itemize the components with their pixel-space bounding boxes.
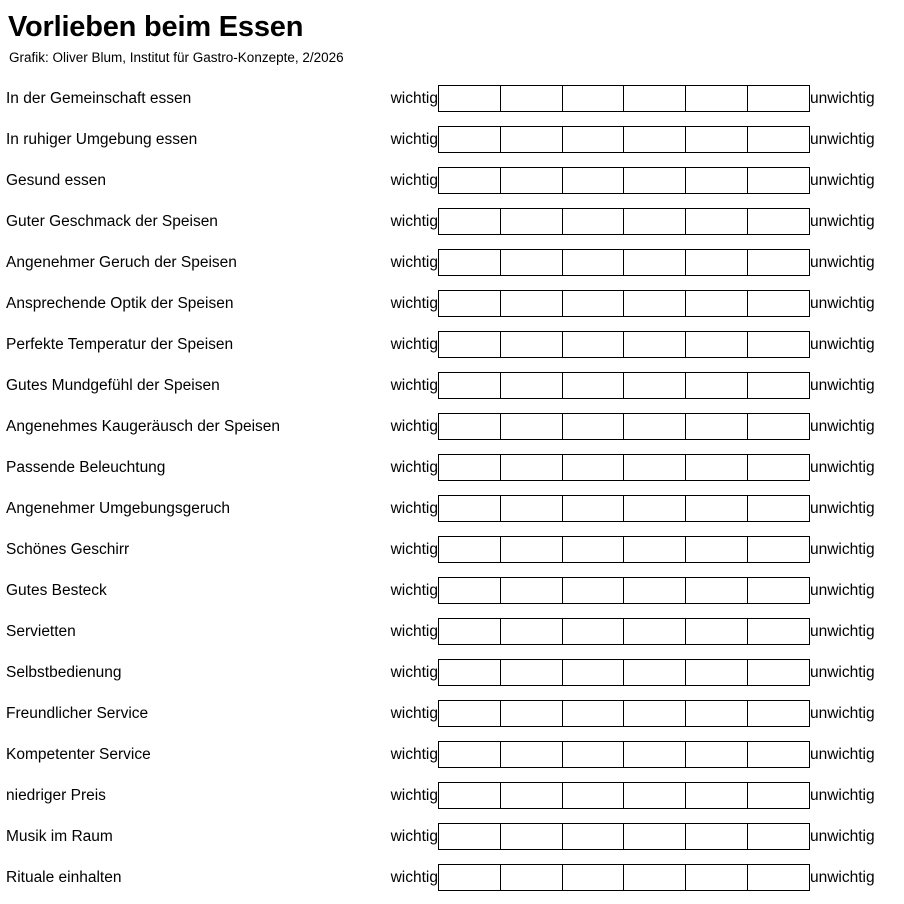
- rating-checkbox[interactable]: [748, 250, 809, 275]
- rating-checkbox[interactable]: [439, 742, 501, 767]
- table-row: [6, 78, 900, 119]
- rating-checkbox[interactable]: [563, 291, 625, 316]
- item-label: Rituale einhalten: [6, 868, 122, 886]
- rating-checkbox[interactable]: [686, 496, 748, 521]
- scale-anchor-left: wichtig: [390, 89, 438, 107]
- rating-checkbox[interactable]: [563, 783, 625, 808]
- table-row: [6, 652, 900, 693]
- rating-checkbox[interactable]: [686, 373, 748, 398]
- rating-checkbox[interactable]: [748, 537, 809, 562]
- rating-checkbox[interactable]: [748, 865, 809, 890]
- item-label: Schönes Geschirr: [6, 540, 130, 558]
- scale-anchor-left: wichtig: [390, 827, 438, 845]
- scale-anchor-left: wichtig: [390, 540, 438, 558]
- item-label: Guter Geschmack der Speisen: [6, 212, 218, 230]
- rating-scale: [438, 85, 810, 112]
- rating-checkbox[interactable]: [563, 824, 625, 849]
- item-label: Kompetenter Service: [6, 745, 151, 763]
- rating-checkbox[interactable]: [563, 209, 625, 234]
- rating-checkbox[interactable]: [624, 742, 686, 767]
- table-row: [6, 693, 900, 734]
- rating-scale: [438, 331, 810, 358]
- rating-checkbox[interactable]: [686, 209, 748, 234]
- rating-checkbox[interactable]: [439, 332, 501, 357]
- scale-anchor-right: unwichtig: [810, 335, 875, 353]
- item-label: In ruhiger Umgebung essen: [6, 130, 198, 148]
- scale-anchor-left: wichtig: [390, 458, 438, 476]
- rating-checkbox[interactable]: [563, 742, 625, 767]
- table-row: [6, 447, 900, 488]
- rating-checkbox[interactable]: [563, 537, 625, 562]
- rating-checkbox[interactable]: [439, 578, 501, 603]
- rating-scale: [438, 782, 810, 809]
- rating-checkbox[interactable]: [501, 660, 563, 685]
- scale-anchor-right: unwichtig: [810, 499, 875, 517]
- rating-checkbox[interactable]: [748, 783, 809, 808]
- scale-cell: [438, 283, 810, 324]
- rating-checkbox[interactable]: [624, 824, 686, 849]
- rating-checkbox[interactable]: [563, 86, 625, 111]
- table-row: [6, 283, 900, 324]
- item-label: Gutes Besteck: [6, 581, 107, 599]
- rating-scale: [438, 126, 810, 153]
- rating-checkbox[interactable]: [439, 209, 501, 234]
- table-row: [6, 242, 900, 283]
- scale-anchor-right: unwichtig: [810, 458, 875, 476]
- scale-cell: [438, 365, 810, 406]
- item-label: Selbstbedienung: [6, 663, 122, 681]
- rating-scale: [438, 700, 810, 727]
- rating-checkbox[interactable]: [501, 373, 563, 398]
- table-row: [6, 734, 900, 775]
- scale-anchor-right: unwichtig: [810, 745, 875, 763]
- rating-checkbox[interactable]: [748, 455, 809, 480]
- rating-checkbox[interactable]: [439, 250, 501, 275]
- scale-cell: [438, 857, 810, 898]
- rating-checkbox[interactable]: [563, 455, 625, 480]
- item-label: Gesund essen: [6, 171, 106, 189]
- rating-checkbox[interactable]: [748, 701, 809, 726]
- table-row: [6, 529, 900, 570]
- rating-checkbox[interactable]: [748, 742, 809, 767]
- scale-anchor-left: wichtig: [390, 376, 438, 394]
- scale-cell: [438, 78, 810, 119]
- rating-checkbox[interactable]: [439, 619, 501, 644]
- rating-checkbox[interactable]: [501, 619, 563, 644]
- table-row: [6, 160, 900, 201]
- scale-anchor-right: unwichtig: [810, 581, 875, 599]
- scale-anchor-right: unwichtig: [810, 704, 875, 722]
- scale-anchor-right: unwichtig: [810, 253, 875, 271]
- rating-scale: [438, 741, 810, 768]
- rating-checkbox[interactable]: [439, 496, 501, 521]
- scale-cell: [438, 242, 810, 283]
- rating-checkbox[interactable]: [748, 373, 809, 398]
- item-label: Angenehmer Umgebungsgeruch: [6, 499, 231, 517]
- rating-checkbox[interactable]: [686, 168, 748, 193]
- rating-checkbox[interactable]: [439, 660, 501, 685]
- scale-anchor-left: wichtig: [390, 130, 438, 148]
- scale-cell: [438, 570, 810, 611]
- page-title: Vorlieben beim Essen: [8, 11, 304, 43]
- rating-checkbox[interactable]: [501, 250, 563, 275]
- rating-checkbox[interactable]: [686, 332, 748, 357]
- rating-scale: [438, 659, 810, 686]
- rating-scale: [438, 454, 810, 481]
- rating-checkbox[interactable]: [624, 168, 686, 193]
- rating-checkbox[interactable]: [686, 742, 748, 767]
- scale-cell: [438, 160, 810, 201]
- rating-checkbox[interactable]: [563, 373, 625, 398]
- rating-checkbox[interactable]: [686, 537, 748, 562]
- rating-checkbox[interactable]: [624, 537, 686, 562]
- rating-checkbox[interactable]: [439, 168, 501, 193]
- rating-scale: [438, 618, 810, 645]
- rating-checkbox[interactable]: [624, 86, 686, 111]
- rating-checkbox[interactable]: [563, 250, 625, 275]
- rating-checkbox[interactable]: [563, 660, 625, 685]
- scale-cell: [438, 488, 810, 529]
- scale-cell: [438, 693, 810, 734]
- item-label: Musik im Raum: [6, 827, 113, 845]
- rating-checkbox[interactable]: [439, 455, 501, 480]
- rating-scale: [438, 372, 810, 399]
- table-row: [6, 570, 900, 611]
- rating-checkbox[interactable]: [624, 250, 686, 275]
- scale-anchor-right: unwichtig: [810, 294, 875, 312]
- rating-scale: [438, 495, 810, 522]
- rating-checkbox[interactable]: [501, 783, 563, 808]
- rating-checkbox[interactable]: [563, 701, 625, 726]
- rating-checkbox[interactable]: [748, 414, 809, 439]
- rating-scale: [438, 249, 810, 276]
- rating-checkbox[interactable]: [748, 578, 809, 603]
- item-label: Angenehmes Kaugeräusch der Speisen: [6, 417, 281, 435]
- scale-cell: [438, 816, 810, 857]
- item-label: In der Gemeinschaft essen: [6, 89, 192, 107]
- rating-checkbox[interactable]: [439, 373, 501, 398]
- rating-scale: [438, 536, 810, 563]
- table-row: [6, 119, 900, 160]
- rating-checkbox[interactable]: [624, 332, 686, 357]
- scale-anchor-left: wichtig: [390, 663, 438, 681]
- source-credit: Grafik: Oliver Blum, Institut für Gastro-Konzepte, 2/2026: [9, 50, 344, 65]
- rating-checkbox[interactable]: [686, 250, 748, 275]
- item-label: niedriger Preis: [6, 786, 106, 804]
- scale-cell: [438, 201, 810, 242]
- rating-checkbox[interactable]: [501, 578, 563, 603]
- rating-checkbox[interactable]: [624, 455, 686, 480]
- item-label: Ansprechende Optik der Speisen: [6, 294, 234, 312]
- rating-checkbox[interactable]: [624, 660, 686, 685]
- rating-checkbox[interactable]: [439, 701, 501, 726]
- rating-checkbox[interactable]: [563, 865, 625, 890]
- rating-scale: [438, 290, 810, 317]
- rating-checkbox[interactable]: [686, 619, 748, 644]
- rating-checkbox[interactable]: [439, 127, 501, 152]
- rating-checkbox[interactable]: [624, 291, 686, 316]
- rating-checkbox[interactable]: [624, 619, 686, 644]
- scale-anchor-left: wichtig: [390, 294, 438, 312]
- rating-checkbox[interactable]: [501, 291, 563, 316]
- rating-checkbox[interactable]: [501, 127, 563, 152]
- rating-checkbox[interactable]: [439, 865, 501, 890]
- rating-checkbox[interactable]: [686, 86, 748, 111]
- table-row: [6, 324, 900, 365]
- rating-checkbox[interactable]: [563, 414, 625, 439]
- scale-anchor-left: wichtig: [390, 704, 438, 722]
- scale-anchor-left: wichtig: [390, 417, 438, 435]
- scale-anchor-left: wichtig: [390, 171, 438, 189]
- scale-anchor-right: unwichtig: [810, 212, 875, 230]
- rating-checkbox[interactable]: [748, 496, 809, 521]
- item-label: Freundlicher Service: [6, 704, 149, 722]
- item-label: Passende Beleuchtung: [6, 458, 166, 476]
- scale-anchor-left: wichtig: [390, 499, 438, 517]
- rating-checkbox[interactable]: [748, 127, 809, 152]
- rating-checkbox[interactable]: [686, 291, 748, 316]
- rating-checkbox[interactable]: [501, 742, 563, 767]
- item-label: Servietten: [6, 622, 76, 640]
- rating-checkbox[interactable]: [439, 414, 501, 439]
- item-label: Perfekte Temperatur der Speisen: [6, 335, 234, 353]
- item-label: Gutes Mundgefühl der Speisen: [6, 376, 220, 394]
- scale-anchor-right: unwichtig: [810, 171, 875, 189]
- rating-matrix: [6, 78, 900, 898]
- rating-checkbox[interactable]: [501, 537, 563, 562]
- rating-checkbox[interactable]: [686, 783, 748, 808]
- rating-checkbox[interactable]: [748, 660, 809, 685]
- rating-checkbox[interactable]: [501, 414, 563, 439]
- table-row: [6, 201, 900, 242]
- scale-anchor-left: wichtig: [390, 622, 438, 640]
- scale-anchor-right: unwichtig: [810, 376, 875, 394]
- scale-anchor-right: unwichtig: [810, 663, 875, 681]
- rating-checkbox[interactable]: [686, 701, 748, 726]
- rating-checkbox[interactable]: [624, 865, 686, 890]
- rating-checkbox[interactable]: [563, 578, 625, 603]
- rating-checkbox[interactable]: [439, 824, 501, 849]
- rating-checkbox[interactable]: [624, 414, 686, 439]
- rating-checkbox[interactable]: [501, 209, 563, 234]
- table-row: [6, 488, 900, 529]
- table-row: [6, 365, 900, 406]
- rating-checkbox[interactable]: [624, 209, 686, 234]
- rating-checkbox[interactable]: [686, 865, 748, 890]
- rating-checkbox[interactable]: [439, 86, 501, 111]
- rating-checkbox[interactable]: [501, 496, 563, 521]
- rating-checkbox[interactable]: [439, 291, 501, 316]
- scale-anchor-left: wichtig: [390, 745, 438, 763]
- rating-checkbox[interactable]: [748, 332, 809, 357]
- table-row: [6, 857, 900, 898]
- rating-checkbox[interactable]: [686, 127, 748, 152]
- rating-checkbox[interactable]: [748, 168, 809, 193]
- scale-anchor-right: unwichtig: [810, 786, 875, 804]
- scale-anchor-right: unwichtig: [810, 89, 875, 107]
- rating-checkbox[interactable]: [501, 332, 563, 357]
- scale-anchor-left: wichtig: [390, 335, 438, 353]
- table-row: [6, 406, 900, 447]
- rating-checkbox[interactable]: [501, 168, 563, 193]
- rating-checkbox[interactable]: [501, 824, 563, 849]
- rating-checkbox[interactable]: [624, 783, 686, 808]
- rating-checkbox[interactable]: [624, 373, 686, 398]
- rating-checkbox[interactable]: [501, 86, 563, 111]
- scale-anchor-right: unwichtig: [810, 868, 875, 886]
- scale-cell: [438, 775, 810, 816]
- scale-anchor-right: unwichtig: [810, 417, 875, 435]
- rating-checkbox[interactable]: [686, 824, 748, 849]
- rating-scale: [438, 577, 810, 604]
- rating-checkbox[interactable]: [624, 701, 686, 726]
- rating-checkbox[interactable]: [748, 824, 809, 849]
- rating-checkbox[interactable]: [563, 332, 625, 357]
- rating-checkbox[interactable]: [563, 619, 625, 644]
- scale-cell: [438, 406, 810, 447]
- table-row: [6, 611, 900, 652]
- scale-anchor-left: wichtig: [390, 786, 438, 804]
- rating-matrix-body: [6, 78, 900, 898]
- rating-scale: [438, 413, 810, 440]
- rating-checkbox[interactable]: [686, 455, 748, 480]
- scale-anchor-right: unwichtig: [810, 130, 875, 148]
- table-row: [6, 816, 900, 857]
- scale-anchor-left: wichtig: [390, 212, 438, 230]
- scale-cell: [438, 611, 810, 652]
- scale-anchor-left: wichtig: [390, 581, 438, 599]
- rating-checkbox[interactable]: [686, 660, 748, 685]
- scale-cell: [438, 447, 810, 488]
- rating-checkbox[interactable]: [439, 783, 501, 808]
- rating-checkbox[interactable]: [624, 496, 686, 521]
- rating-checkbox[interactable]: [563, 496, 625, 521]
- rating-scale: [438, 208, 810, 235]
- rating-scale: [438, 823, 810, 850]
- scale-cell: [438, 529, 810, 570]
- scale-cell: [438, 652, 810, 693]
- scale-anchor-right: unwichtig: [810, 622, 875, 640]
- scale-cell: [438, 734, 810, 775]
- scale-anchor-left: wichtig: [390, 868, 438, 886]
- scale-anchor-right: unwichtig: [810, 827, 875, 845]
- rating-checkbox[interactable]: [748, 291, 809, 316]
- rating-checkbox[interactable]: [439, 537, 501, 562]
- rating-checkbox[interactable]: [748, 209, 809, 234]
- rating-checkbox[interactable]: [501, 701, 563, 726]
- rating-scale: [438, 167, 810, 194]
- rating-scale: [438, 864, 810, 891]
- rating-checkbox[interactable]: [501, 455, 563, 480]
- rating-checkbox[interactable]: [748, 86, 809, 111]
- rating-checkbox[interactable]: [624, 127, 686, 152]
- rating-checkbox[interactable]: [686, 578, 748, 603]
- rating-checkbox[interactable]: [563, 127, 625, 152]
- rating-checkbox[interactable]: [563, 168, 625, 193]
- item-label: Angenehmer Geruch der Speisen: [6, 253, 237, 271]
- rating-checkbox[interactable]: [501, 865, 563, 890]
- scale-anchor-left: wichtig: [390, 253, 438, 271]
- scale-cell: [438, 119, 810, 160]
- table-row: [6, 775, 900, 816]
- rating-checkbox[interactable]: [748, 619, 809, 644]
- scale-anchor-right: unwichtig: [810, 540, 875, 558]
- rating-checkbox[interactable]: [686, 414, 748, 439]
- scale-cell: [438, 324, 810, 365]
- rating-checkbox[interactable]: [624, 578, 686, 603]
